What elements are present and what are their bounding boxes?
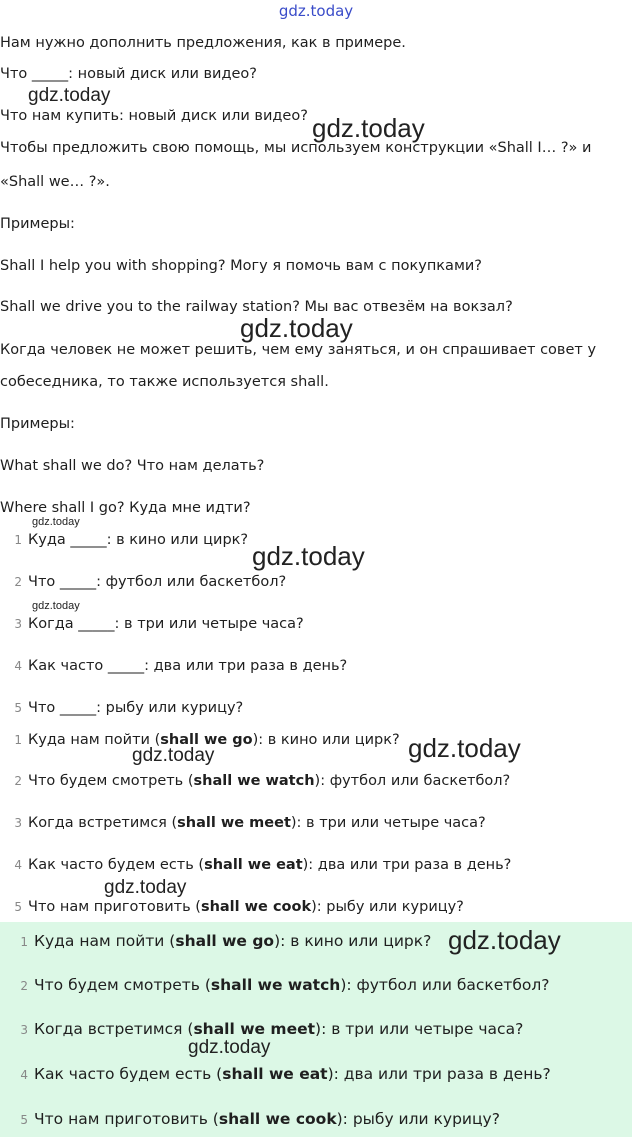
answer-text-bold: shall we watch [210,976,341,994]
answer-text-post: ): футбол или баскетбол? [314,773,511,789]
task-text: Что _____: рыбу или курицу? [28,700,244,716]
task-item [8,532,248,548]
intro-line: собеседника, то также используется shall. [0,374,329,390]
watermark-text: gdz.today [32,516,80,528]
answer-box-item [8,1065,551,1083]
task-item [8,574,286,590]
intro-line: Where shall I go? Куда мне идти? [0,500,251,516]
answer-text-post: ): в три или четыре часа? [290,815,486,831]
answer-number: 3 [20,1023,28,1037]
answer-text-pre: Когда встретимся ( [34,1020,194,1038]
answer-item [8,857,511,873]
task-item [8,658,347,674]
watermark-text: gdz.today [312,113,425,143]
answer-text-post: ): в кино или цирк? [274,932,432,950]
task-text: Куда _____: в кино или цирк? [28,532,249,548]
task-text: Когда _____: в три или четыре часа? [28,616,304,632]
answer-text-bold: shall we go [175,932,275,950]
answer-text-pre: Что будем смотреть ( [28,773,194,789]
answer-text-post: ): в кино или цирк? [252,732,400,748]
answer-text-post: ): рыбу или курицу? [311,899,464,915]
answer-text-bold: shall we go [160,732,253,748]
answer-text-pre: Когда встретимся ( [28,815,178,831]
answer-text-post: ): футбол или баскетбол? [340,976,550,994]
answer-number: 5 [20,1113,28,1127]
task-number: 3 [14,617,22,631]
task-number: 2 [14,575,22,589]
answer-number: 1 [20,935,28,949]
task-text: Как часто _____: два или три раза в день? [28,658,348,674]
answer-number: 3 [14,816,22,830]
answer-text-pre: Что нам приготовить ( [34,1110,219,1128]
intro-line: Нам нужно дополнить предложения, как в примере. [0,35,406,51]
answer-text-pre: Куда нам пойти ( [34,932,176,950]
answer-number: 1 [14,733,22,747]
task-item [8,616,304,632]
answer-text-bold: shall we meet [193,1020,316,1038]
answer-text-pre: Как часто будем есть ( [34,1065,223,1083]
answer-text-bold: shall we eat [204,857,303,873]
answer-number: 4 [14,858,22,872]
watermark-text: gdz.today [132,745,215,766]
answer-text-bold: shall we cook [218,1110,337,1128]
task-number: 5 [14,701,22,715]
watermark-text: gdz.today [104,877,187,898]
answer-number: 2 [20,979,28,993]
watermark-text: gdz.today [240,313,353,343]
answer-text-pre: Что нам приготовить ( [28,899,201,915]
answer-text-post: ): два или три раза в день? [302,857,512,873]
answer-item [8,899,464,915]
watermark-text: gdz.today [408,733,521,763]
intro-line: Примеры: [0,416,75,432]
intro-line: What shall we do? Что нам делать? [0,458,265,474]
watermark-text: gdz.today [188,1037,271,1058]
answer-text-bold: shall we cook [200,899,312,915]
intro-line: Что _____: новый диск или видео? [0,66,257,82]
answer-number: 5 [14,900,22,914]
answer-text-post: ): рыбу или курицу? [336,1110,500,1128]
intro-line: Shall we drive you to the railway station? Мы вас отвезём на вокзал? [0,299,513,315]
intro-line: Когда человек не может решить, чем ему заняться, и он спрашивает совет у [0,342,597,358]
task-text: Что _____: футбол или баскетбол? [28,574,287,590]
watermark-text: gdz.today [28,85,111,106]
answer-text-pre: Как часто будем есть ( [28,857,205,873]
answer-box-item [8,1110,500,1128]
answer-text-bold: shall we watch [193,773,315,789]
answer-text-bold: shall we meet [177,815,291,831]
watermark-text: gdz.today [448,925,561,955]
answer-box-item [8,976,550,994]
site-header-logo[interactable]: gdz.today [278,2,354,20]
answer-text-bold: shall we eat [222,1065,328,1083]
answer-item [8,815,486,831]
answer-text-post: ): два или три раза в день? [327,1065,551,1083]
answer-item [8,773,510,789]
answer-text-pre: Что будем смотреть ( [34,976,211,994]
task-number: 1 [14,533,22,547]
intro-line: Что нам купить: новый диск или видео? [0,108,308,124]
intro-line: Shall I help you with shopping? Могу я помочь вам с покупками? [0,258,482,274]
task-number: 4 [14,659,22,673]
intro-line: «Shall we… ?». [0,174,110,190]
task-item [8,700,243,716]
answer-text-pre: Куда нам пойти ( [28,732,161,748]
answer-box-item [8,1020,523,1038]
intro-line: Примеры: [0,216,75,232]
watermark-text: gdz.today [252,541,365,571]
answer-number: 2 [14,774,22,788]
answer-text-post: ): в три или четыре часа? [315,1020,524,1038]
intro-line: Чтобы предложить свою помощь, мы используем конструкции «Shall I… ?» и [0,140,592,156]
answer-number: 4 [20,1068,28,1082]
answer-box-item [8,932,431,950]
watermark-text: gdz.today [32,600,80,612]
